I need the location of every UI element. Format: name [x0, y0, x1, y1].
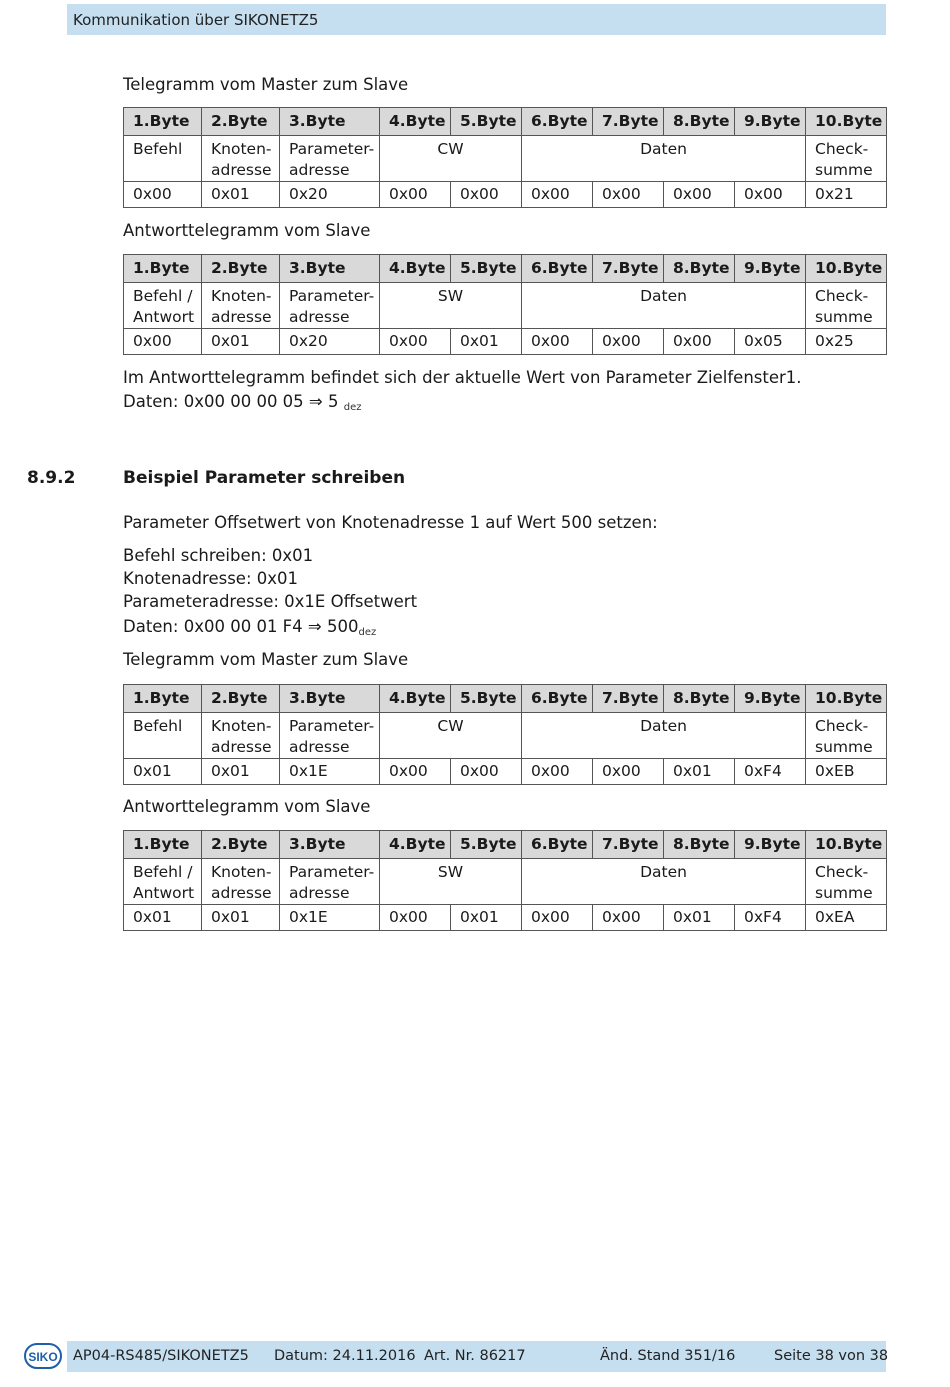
value-cell: 0x01: [451, 329, 522, 355]
header-cell: 7.Byte: [593, 831, 664, 859]
value-cell: 0x00: [593, 329, 664, 355]
note-line-1: Im Antworttelegramm befindet sich der aktuelle Wert von Parameter Zielfenster1.: [123, 368, 802, 387]
table-value-row: [124, 759, 887, 785]
footer-stand: Änd. Stand 351/16: [600, 1348, 736, 1364]
desc-checksumme: Check- summe: [806, 283, 887, 329]
desc-checksumme: Check- summe: [806, 859, 887, 905]
desc-knotenadresse: Knoten- adresse: [202, 136, 280, 182]
caption-slave-1: Antworttelegramm vom Slave: [123, 221, 371, 240]
caption-slave-2: Antworttelegramm vom Slave: [123, 797, 371, 816]
header-cell: 9.Byte: [735, 255, 806, 283]
header-cell: 5.Byte: [451, 831, 522, 859]
table-header-row: [124, 685, 887, 713]
value-cell: 0x00: [664, 182, 735, 208]
header-cell: 2.Byte: [202, 685, 280, 713]
value-cell: 0x00: [124, 329, 202, 355]
header-cell: 4.Byte: [380, 831, 451, 859]
desc-befehl: Befehl: [124, 713, 202, 759]
desc-knotenadresse: Knoten- adresse: [202, 283, 280, 329]
desc-checksumme: Check- summe: [806, 136, 887, 182]
footer-art: Art. Nr. 86217: [424, 1348, 526, 1364]
value-cell: 0x25: [806, 329, 887, 355]
value-cell: 0x01: [124, 905, 202, 931]
value-cell: 0x00: [522, 759, 593, 785]
value-cell: 0x00: [522, 182, 593, 208]
header-cell: 10.Byte: [806, 108, 887, 136]
value-cell: 0x00: [451, 759, 522, 785]
page-footer: [67, 1341, 889, 1372]
value-cell: 0x01: [202, 182, 280, 208]
value-cell: 0x00: [380, 329, 451, 355]
master-table-2: [123, 684, 887, 785]
header-cell: 10.Byte: [806, 685, 887, 713]
desc-cw: CW: [380, 136, 522, 182]
table-value-row: [124, 182, 887, 208]
header-cell: 4.Byte: [380, 255, 451, 283]
header-cell: 8.Byte: [664, 255, 735, 283]
value-cell: 0xF4: [735, 905, 806, 931]
section-number: 8.9.2: [27, 468, 76, 488]
page-header: [67, 4, 886, 35]
desc-parameteradresse: Parameter- adresse: [280, 283, 380, 329]
header-cell: 2.Byte: [202, 108, 280, 136]
header-cell: 4.Byte: [380, 108, 451, 136]
logo-text: SIKO: [28, 1350, 58, 1364]
header-cell: 7.Byte: [593, 685, 664, 713]
desc-befehl-antwort: Befehl / Antwort: [124, 283, 202, 329]
section-intro: Parameter Offsetwert von Knotenadresse 1 auf Wert 500 setzen:: [123, 513, 658, 532]
table-header-row: [124, 255, 887, 283]
value-cell: 0x00: [593, 182, 664, 208]
value-cell: 0x00: [380, 905, 451, 931]
header-cell: 6.Byte: [522, 108, 593, 136]
table-desc-row: [124, 283, 887, 329]
desc-checksumme: Check- summe: [806, 713, 887, 759]
value-cell: 0x00: [735, 182, 806, 208]
value-cell: 0x00: [664, 329, 735, 355]
line-befehl: Befehl schreiben: 0x01: [123, 546, 314, 565]
footer-datum: Datum: 24.11.2016: [274, 1348, 416, 1364]
desc-befehl: Befehl: [124, 136, 202, 182]
table-desc-row: [124, 859, 887, 905]
value-cell: 0x00: [451, 182, 522, 208]
header-cell: 9.Byte: [735, 831, 806, 859]
header-cell: 5.Byte: [451, 108, 522, 136]
line-parameteradresse: Parameteradresse: 0x1E Offsetwert: [123, 592, 418, 611]
value-cell: 0xEB: [806, 759, 887, 785]
footer-seite: Seite 38 von 38: [774, 1348, 889, 1364]
header-cell: 3.Byte: [280, 831, 380, 859]
header-cell: 10.Byte: [806, 255, 887, 283]
slave-table-2: [123, 830, 887, 931]
value-cell: 0x01: [124, 759, 202, 785]
header-cell: 8.Byte: [664, 831, 735, 859]
header-cell: 3.Byte: [280, 685, 380, 713]
header-cell: 2.Byte: [202, 255, 280, 283]
value-cell: 0x20: [280, 182, 380, 208]
header-cell: 7.Byte: [593, 255, 664, 283]
header-cell: 6.Byte: [522, 685, 593, 713]
value-cell: 0x00: [522, 329, 593, 355]
section-title: Beispiel Parameter schreiben: [123, 468, 406, 488]
note-line-2: Daten: 0x00 00 00 05 ⇒ 5 $_{dez}$: [123, 392, 362, 413]
desc-befehl-antwort: Befehl / Antwort: [124, 859, 202, 905]
value-cell: 0x00: [380, 182, 451, 208]
header-cell: 5.Byte: [451, 255, 522, 283]
header-cell: 6.Byte: [522, 255, 593, 283]
header-cell: 4.Byte: [380, 685, 451, 713]
desc-knotenadresse: Knoten- adresse: [202, 859, 280, 905]
value-cell: 0x05: [735, 329, 806, 355]
header-cell: 7.Byte: [593, 108, 664, 136]
desc-daten: Daten: [522, 859, 806, 905]
value-cell: 0x01: [664, 759, 735, 785]
value-cell: 0x20: [280, 329, 380, 355]
siko-logo: [24, 1342, 62, 1370]
header-title: Kommunikation über SIKONETZ5: [73, 11, 319, 29]
header-cell: 2.Byte: [202, 831, 280, 859]
value-cell: 0x1E: [280, 759, 380, 785]
line-daten: Daten: 0x00 00 01 F4 ⇒ $500_{dez}$: [123, 617, 377, 638]
caption-master-1: Telegramm vom Master zum Slave: [123, 75, 409, 94]
desc-parameteradresse: Parameter- adresse: [280, 136, 380, 182]
master-table-1: [123, 107, 887, 208]
header-cell: 8.Byte: [664, 685, 735, 713]
header-cell: 10.Byte: [806, 831, 887, 859]
header-cell: 1.Byte: [124, 685, 202, 713]
desc-cw: CW: [380, 713, 522, 759]
table-header-row: [124, 108, 887, 136]
value-cell: 0x00: [593, 759, 664, 785]
table-value-row: [124, 329, 887, 355]
slave-table-1: [123, 254, 887, 355]
value-cell: 0x01: [451, 905, 522, 931]
footer-doc: AP04-RS485/SIKONETZ5: [73, 1348, 249, 1364]
desc-sw: SW: [380, 859, 522, 905]
value-cell: 0x01: [202, 329, 280, 355]
desc-parameteradresse: Parameter- adresse: [280, 859, 380, 905]
header-cell: 3.Byte: [280, 108, 380, 136]
value-cell: 0x00: [380, 759, 451, 785]
table-desc-row: [124, 136, 887, 182]
desc-parameteradresse: Parameter- adresse: [280, 713, 380, 759]
header-cell: 8.Byte: [664, 108, 735, 136]
desc-daten: Daten: [522, 283, 806, 329]
header-cell: 3.Byte: [280, 255, 380, 283]
header-cell: 9.Byte: [735, 108, 806, 136]
table-desc-row: [124, 713, 887, 759]
header-cell: 1.Byte: [124, 831, 202, 859]
table-value-row: [124, 905, 887, 931]
line-knotenadresse: Knotenadresse: 0x01: [123, 569, 299, 588]
value-cell: 0x00: [124, 182, 202, 208]
header-cell: 5.Byte: [451, 685, 522, 713]
value-cell: 0x01: [202, 905, 280, 931]
value-cell: 0x00: [593, 905, 664, 931]
value-cell: 0x21: [806, 182, 887, 208]
header-cell: 9.Byte: [735, 685, 806, 713]
value-cell: 0x01: [664, 905, 735, 931]
desc-daten: Daten: [522, 136, 806, 182]
value-cell: 0x00: [522, 905, 593, 931]
header-cell: 1.Byte: [124, 255, 202, 283]
desc-daten: Daten: [522, 713, 806, 759]
table-header-row: [124, 831, 887, 859]
value-cell: 0xEA: [806, 905, 887, 931]
value-cell: 0x1E: [280, 905, 380, 931]
desc-knotenadresse: Knoten- adresse: [202, 713, 280, 759]
header-cell: 1.Byte: [124, 108, 202, 136]
desc-sw: SW: [380, 283, 522, 329]
caption-master-2: Telegramm vom Master zum Slave: [123, 650, 409, 669]
value-cell: 0xF4: [735, 759, 806, 785]
value-cell: 0x01: [202, 759, 280, 785]
header-cell: 6.Byte: [522, 831, 593, 859]
